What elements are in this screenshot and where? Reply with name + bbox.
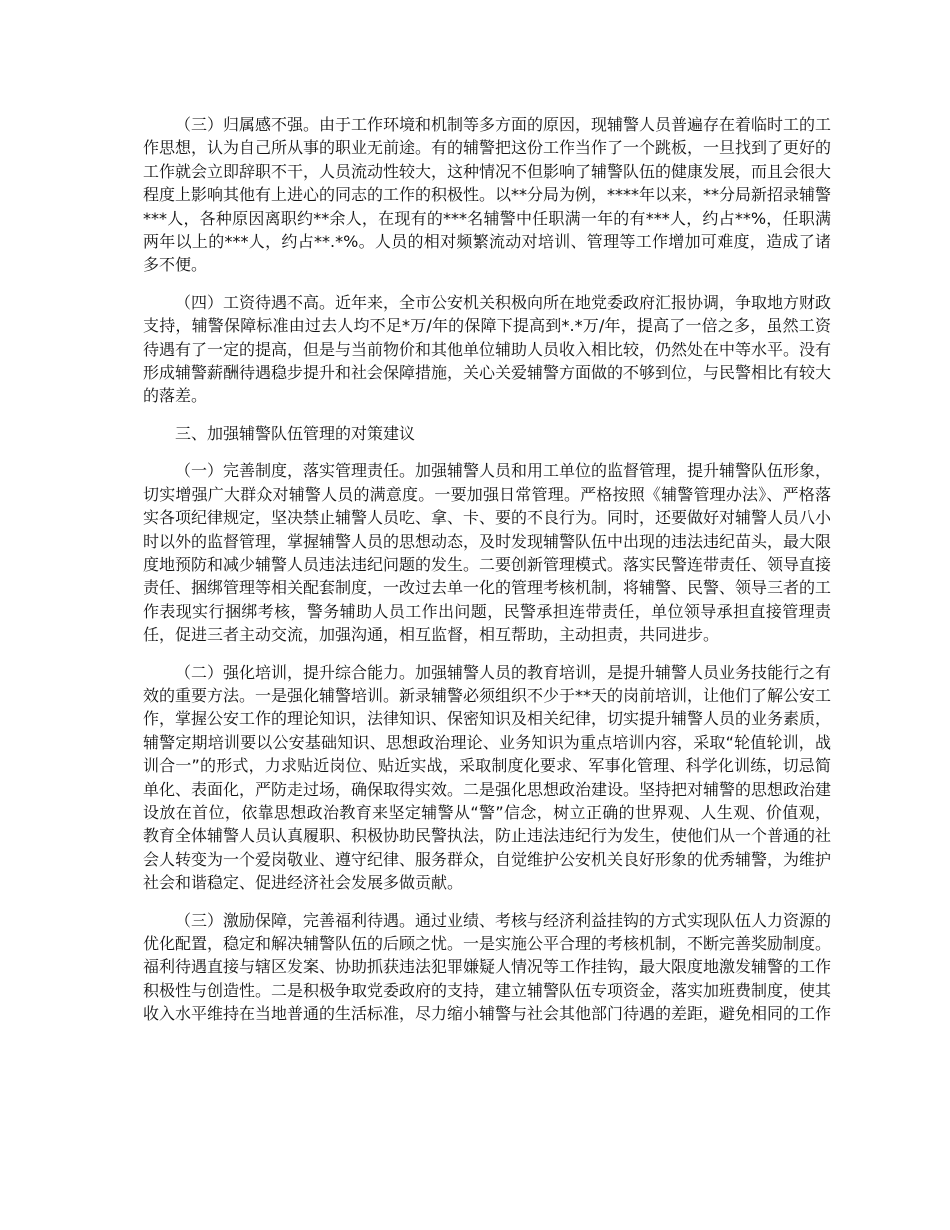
section-heading: 三、加强辅警队伍管理的对策建议 <box>175 423 416 443</box>
paragraph-belonging: （三）归属感不强。由于工作环境和机制等多方面的原因，现辅警人员普遍存在着临时工的工作思想，认为自己所从事的职业无前途。有的辅警把这份工作当作了一个跳板，一旦找到了更好的工作就会立即辞职不干，人员流动性较大，这种情况不但影响了辅警队伍的健康发展，而且会很大程度上影响其他有上进心的同志的工作的积极性。以**分局为例，****年以来，**分局新招录辅警***人，各种原因离职约**余人，在现有的***名辅警中任职满一年的有***人，约占**%，任职满两年以上的***人，约占**.*%。人员的相对频繁流动对培训、管理等工作增加可难度，造成了诸多不便。 <box>143 115 832 275</box>
paragraph-wages: （四）工资待遇不高。近年来，全市公安机关积极向所在地党委政府汇报协调，争取地方财政支持，辅警保障标准由过去人均不足*万/年的保障下提高到*.*万/年，提高了一倍之多，虽然工资待遇有了一定的提高，但是与当前物价和其他单位辅助人员收入相比较，仍然处在中等水平。没有形成辅警薪酬待遇稳步提升和社会保障措施，关心关爱辅警方面做的不够到位，与民警相比有较大的落差。 <box>143 292 832 406</box>
document-page <box>143 113 831 1040</box>
paragraph-system: （一）完善制度，落实管理责任。加强辅警人员和用工单位的监督管理，提升辅警队伍形象，切实增强广大群众对辅警人员的满意度。一要加强日常管理。严格按照《辅警管理办法》、严格落实各项纪律规定，坚决禁止辅警人员吃、拿、卡、要的不良行为。同时，还要做好对辅警人员八小时以外的监督管理，掌握辅警人员的思想动态，及时发现辅警队伍中出现的违法违纪苗头，最大限度地预防和减少辅警人员违法违纪问题的发生。二要创新管理模式。落实民警连带责任、领导直接责任、捆绑管理等相关配套制度，一改过去单一化的管理考核机制，将辅警、民警、领导三者的工作表现实行捆绑考核，警务辅助人员工作出问题，民警承担连带责任，单位领导承担直接管理责任，促进三者主动交流，加强沟通，相互监督，相互帮助，主动担责，共同进步。 <box>143 461 832 645</box>
paragraph-incentive: （三）激励保障，完善福利待遇。通过业绩、考核与经济利益挂钩的方式实现队伍人力资源的优化配置，稳定和解决辅警队伍的后顾之忧。一是实施公平合理的考核机制，不断完善奖励制度。福利待遇直接与辖区发案、协助抓获违法犯罪嫌疑人情况等工作挂钩，最大限度地激发辅警的工作积极性与创造性。二是积极争取党委政府的支持，建立辅警队伍专项资金，落实加班费制度，使其收入水平维持在当地普通的生活标准，尽力缩小辅警与社会其他部门待遇的差距，避免相同的工作 <box>143 910 832 1024</box>
paragraph-training: （二）强化培训，提升综合能力。加强辅警人员的教育培训，是提升辅警人员业务技能行之有效的重要方法。一是强化辅警培训。新录辅警必须组织不少于**天的岗前培训，让他们了解公安工作，掌握公安工作的理论知识，法律知识、保密知识及相关纪律，切实提升辅警人员的业务素质，辅警定期培训要以公安基础知识、思想政治理论、业务知识为重点培训内容，采取“轮值轮训，战训合一”的形式，力求贴近岗位、贴近实战，采取制度化要求、军事化管理、科学化训练，切忌简单化、表面化，严防走过场，确保取得实效。二是强化思想政治建设。坚持把对辅警的思想政治建设放在首位，依靠思想政治教育来坚定辅警从“警”信念，树立正确的世界观、人生观、价值观，教育全体辅警人员认真履职、积极协助民警执法，防止违法违纪行为发生，使他们从一个普通的社会人转变为一个爱岗敬业、遵守纪律、服务群众，自觉维护公安机关良好形象的优秀辅警，为维护社会和谐稳定、促进经济社会发展多做贡献。 <box>143 662 832 893</box>
